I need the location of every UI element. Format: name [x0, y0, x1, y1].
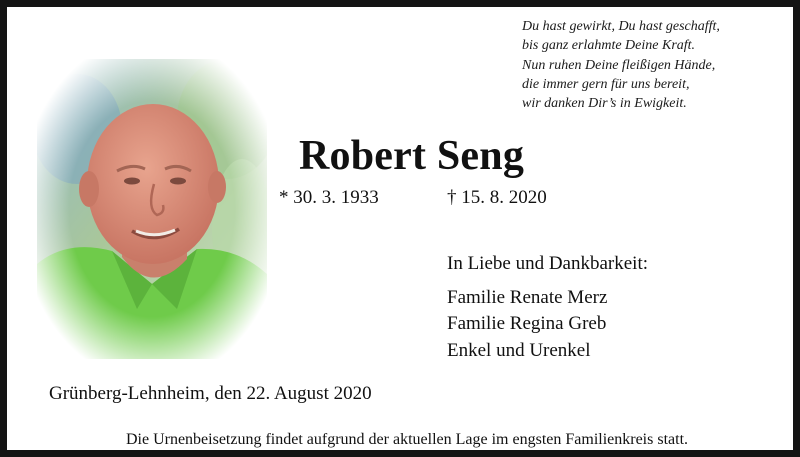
- mourners-intro: In Liebe und Dankbarkeit:: [447, 253, 649, 274]
- birth-date: * 30. 3. 1933: [279, 187, 379, 208]
- portrait-photo: [37, 59, 267, 359]
- mourner-family: Familie Renate Merz: [447, 286, 608, 308]
- funeral-note: Die Urnenbeisetzung findet aufgrund der aktuellen Lage im engsten Familienkreis statt.: [125, 431, 689, 448]
- death-date: † 15. 8. 2020: [447, 187, 547, 208]
- poem-line: wir danken Dir’s in Ewigkeit.: [522, 96, 687, 112]
- portrait-illustration: [37, 59, 267, 359]
- poem-line: die immer gern für uns bereit,: [522, 76, 690, 92]
- poem-line: Nun ruhen Deine fleißigen Hände,: [522, 57, 716, 73]
- mourners-block: [447, 251, 648, 364]
- mourner-family: Familie Regina Greb: [447, 313, 607, 334]
- mourner-family: Enkel und Urenkel: [447, 339, 591, 361]
- poem: [522, 17, 720, 113]
- place-and-date: Grünberg-Lehnheim, den 22. August 2020: [49, 383, 372, 404]
- deceased-name: Robert Seng: [299, 133, 525, 179]
- poem-line: bis ganz erlahmte Deine Kraft.: [522, 38, 696, 54]
- poem-line: Du hast gewirkt, Du hast geschafft,: [522, 19, 720, 34]
